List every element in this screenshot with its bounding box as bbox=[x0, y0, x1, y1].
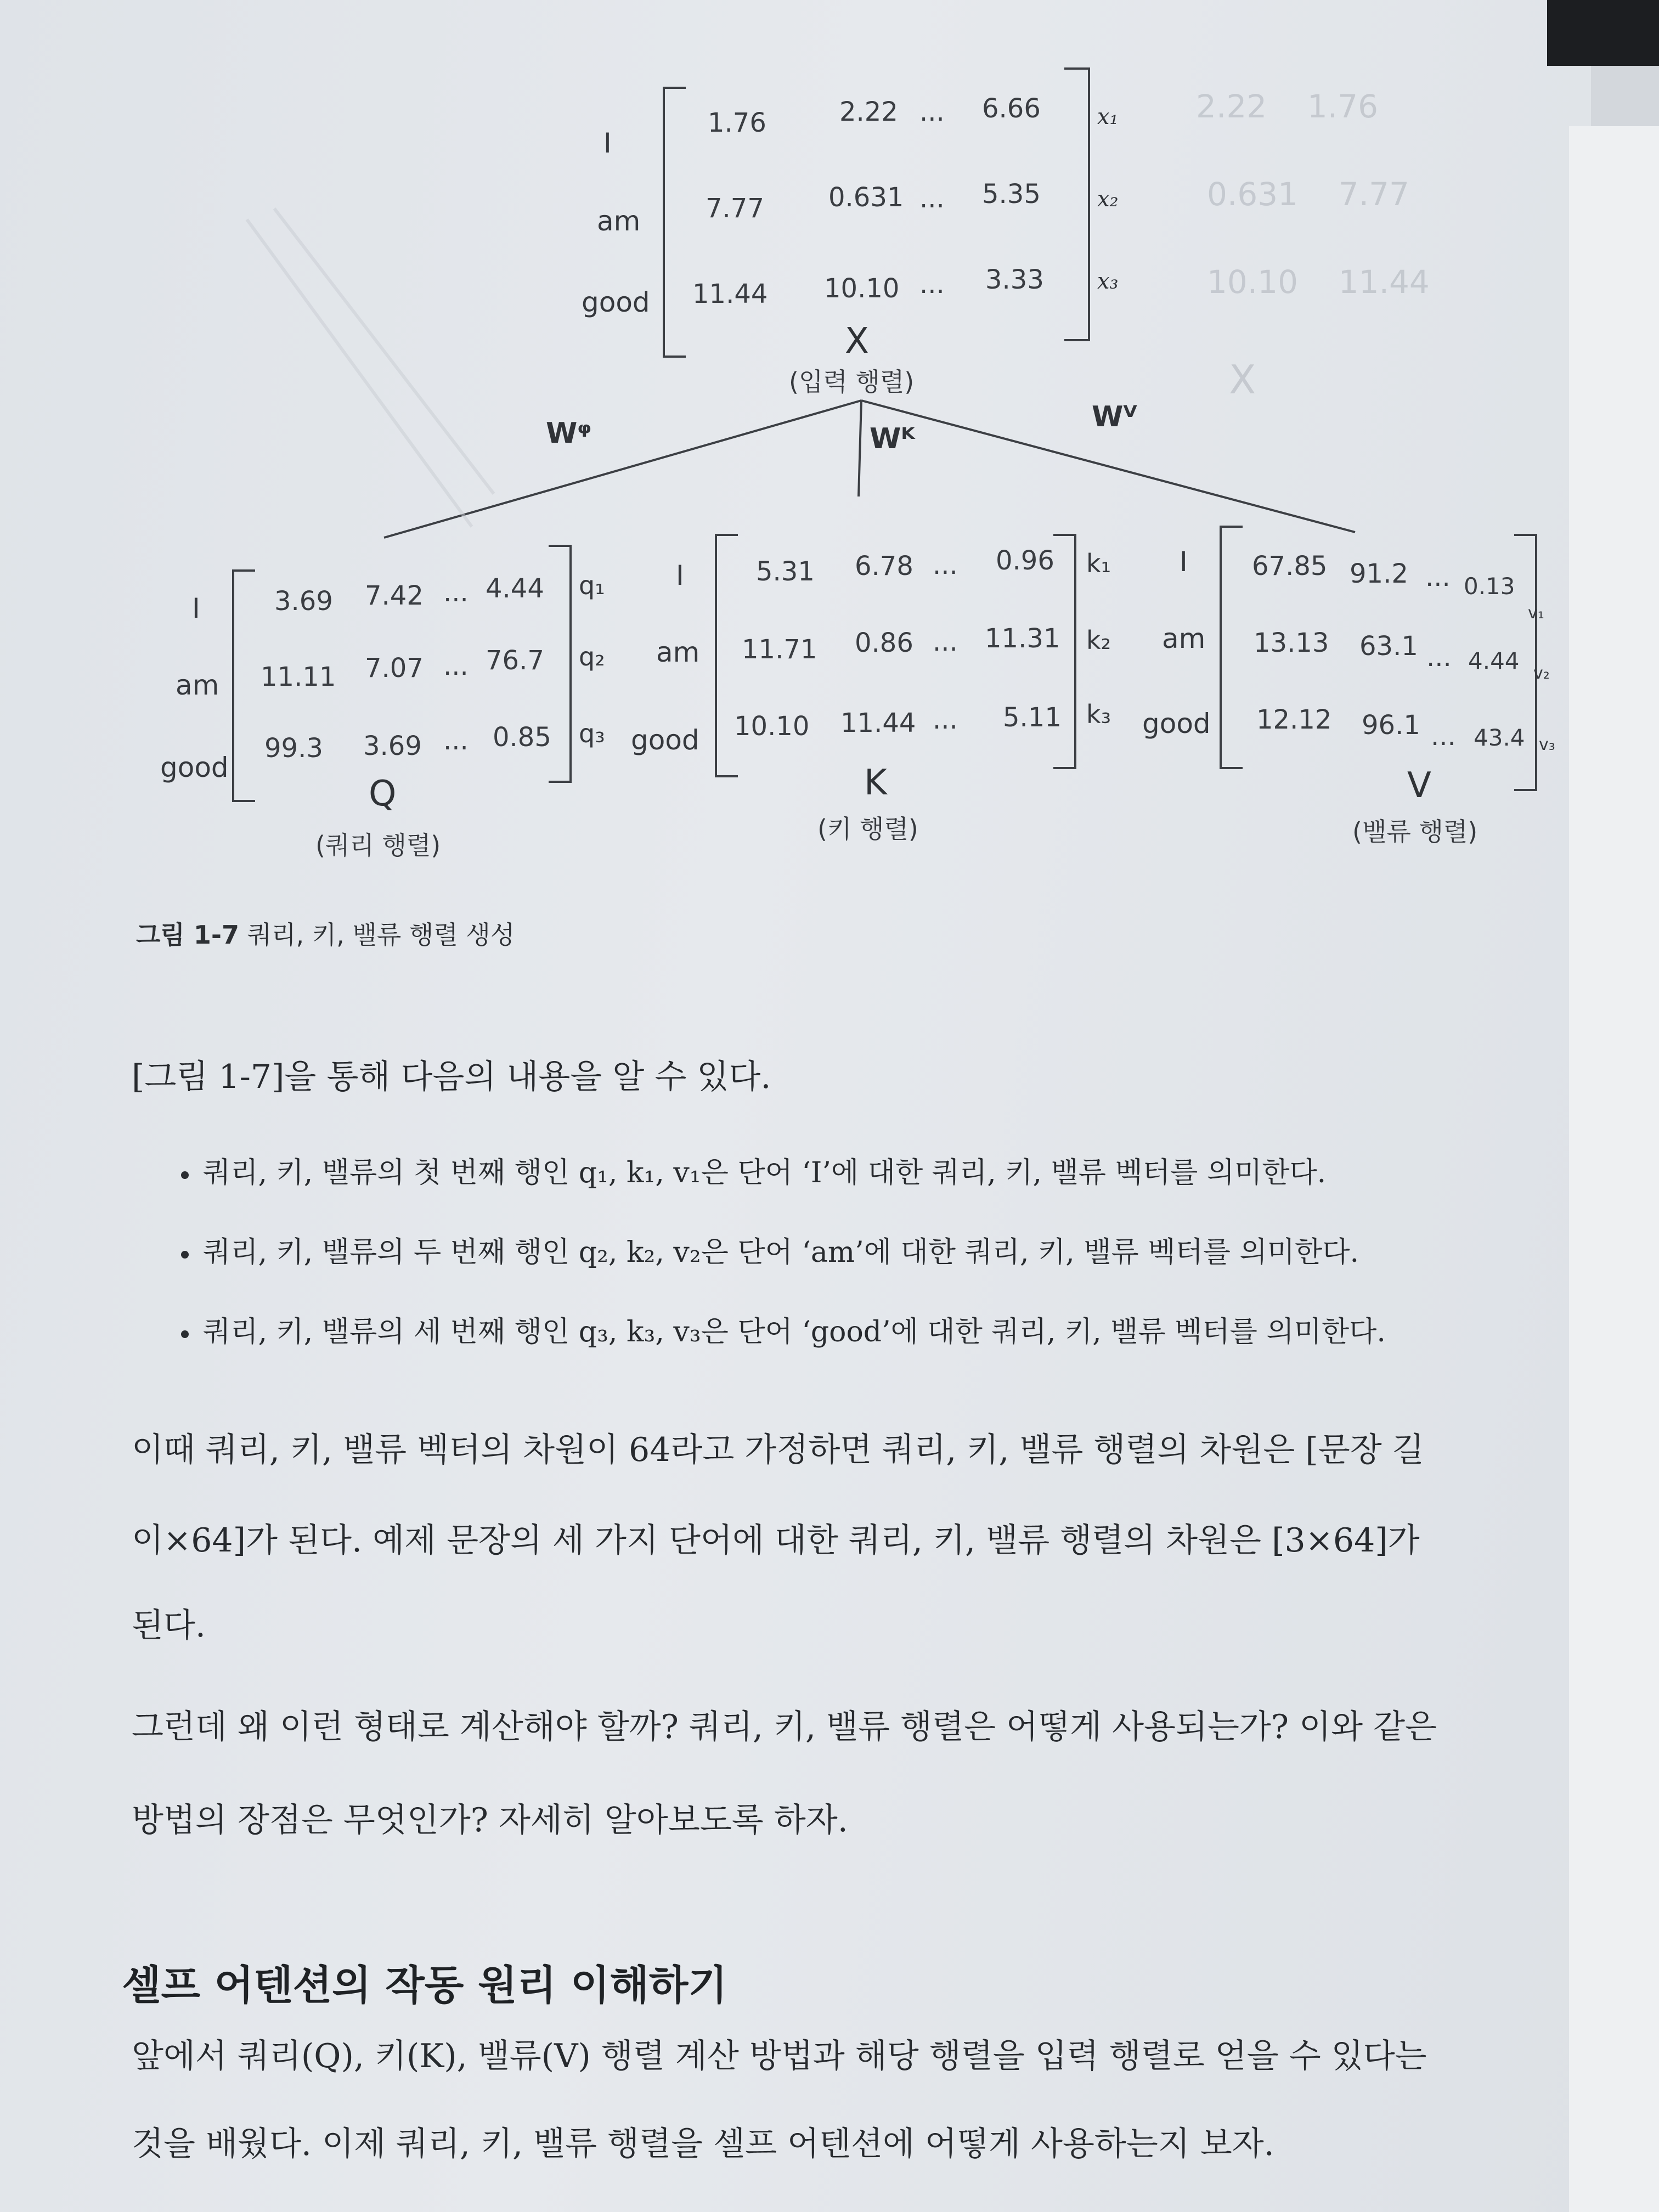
v-cell: 13.13 bbox=[1254, 628, 1329, 658]
q-row-label-3: good bbox=[160, 752, 229, 783]
k-cell: 0.96 bbox=[996, 545, 1054, 576]
v-cell: 91.2 bbox=[1350, 558, 1408, 589]
x-cell: 11.44 bbox=[692, 279, 768, 309]
x-caption: (입력 행렬) bbox=[789, 367, 915, 397]
q-left-bracket bbox=[233, 571, 255, 801]
x-row-vector-2: x₂ bbox=[1097, 187, 1119, 212]
section-heading: 셀프 어텐션의 작동 원리 이해하기 bbox=[122, 1962, 727, 2009]
v-row-label-3: good bbox=[1142, 708, 1211, 740]
k-cell: 10.10 bbox=[734, 711, 810, 742]
v-cell: 43.4 bbox=[1474, 724, 1525, 751]
k-cell: 11.31 bbox=[985, 623, 1060, 654]
k-cell: 5.11 bbox=[1003, 702, 1062, 733]
k-row-vector-3: k₃ bbox=[1086, 699, 1111, 729]
k-caption: (키 행렬) bbox=[817, 814, 918, 844]
x-cell-ellipsis: ... bbox=[919, 269, 945, 300]
next-page-edge bbox=[1569, 126, 1659, 2212]
k-cell-ellipsis: ... bbox=[933, 627, 958, 657]
x-cell: 5.35 bbox=[982, 179, 1041, 210]
k-cell: 6.78 bbox=[855, 551, 913, 582]
v-cell: 0.13 bbox=[1464, 573, 1515, 600]
bullet-text: 쿼리, 키, 밸류의 세 번째 행인 q₃, k₃, v₃은 단어 ‘good’에 대한 쿼리, 키, 밸류 벡터를 의미한다. bbox=[203, 1316, 1386, 1348]
diagram-lines bbox=[0, 0, 1591, 878]
k-row-label-2: am bbox=[656, 636, 700, 668]
x-row-vector-3: x₃ bbox=[1097, 269, 1119, 294]
q-cell: 7.07 bbox=[365, 653, 424, 684]
paragraph-1-line-2: 이×64]가 된다. 예제 문장의 세 가지 단어에 대한 쿼리, 키, 밸류 행렬의 차원은 [3×64]가 bbox=[132, 1521, 1420, 1560]
figure-caption-label: 그림 1-7 bbox=[136, 920, 239, 950]
branch-line-k bbox=[859, 400, 861, 496]
v-cell: 67.85 bbox=[1252, 551, 1328, 582]
k-row-vector-2: k₂ bbox=[1086, 625, 1111, 655]
q-symbol: Q bbox=[369, 774, 397, 814]
x-right-bracket bbox=[1064, 69, 1089, 340]
k-cell: 5.31 bbox=[756, 556, 815, 587]
k-symbol: K bbox=[864, 763, 887, 803]
q-right-bracket bbox=[549, 546, 571, 782]
q-cell: 11.11 bbox=[261, 662, 336, 692]
x-cell: 0.631 bbox=[828, 182, 904, 213]
k-row-label-3: good bbox=[631, 724, 699, 756]
bullet-item-3 bbox=[181, 1308, 1386, 1350]
paragraph-1-line-3: 된다. bbox=[132, 1606, 206, 1645]
bullet-text: 쿼리, 키, 밸류의 두 번째 행인 q₂, k₂, v₂은 단어 ‘am’에 대한 쿼리, 키, 밸류 벡터를 의미한다. bbox=[203, 1236, 1359, 1269]
figure-caption-text: 쿼리, 키, 밸류 행렬 생성 bbox=[247, 920, 515, 950]
ghost-text: 10.10 11.44 bbox=[1207, 263, 1430, 301]
branch-line-q bbox=[384, 400, 861, 538]
x-row-vector-1: x₁ bbox=[1097, 104, 1119, 129]
q-cell: 0.85 bbox=[493, 722, 551, 753]
x-cell-ellipsis: ... bbox=[919, 97, 945, 127]
paragraph-3-line-2: 것을 배웠다. 이제 쿼리, 키, 밸류 행렬을 셀프 어텐션에 어떻게 사용하는지 보자. bbox=[132, 2125, 1274, 2163]
ghost-text: 2.22 1.76 bbox=[1196, 88, 1379, 125]
v-symbol: V bbox=[1407, 765, 1431, 806]
figure-caption bbox=[136, 915, 515, 951]
bullet-item-2 bbox=[181, 1229, 1359, 1270]
v-row-vector-2: v₂ bbox=[1533, 664, 1550, 683]
v-row-label-1: I bbox=[1180, 546, 1188, 578]
q-cell-ellipsis: ... bbox=[443, 651, 469, 681]
weight-label-q: Wᵠ bbox=[546, 417, 591, 450]
q-row-vector-1: q₁ bbox=[579, 571, 605, 600]
q-cell: 7.42 bbox=[365, 580, 424, 611]
v-cell-ellipsis: ... bbox=[1425, 562, 1451, 592]
paragraph-3-line-1: 앞에서 쿼리(Q), 키(K), 밸류(V) 행렬 계산 방법과 해당 행렬을 입력 행렬로 얻을 수 있다는 bbox=[132, 2037, 1427, 2075]
v-cell-ellipsis: ... bbox=[1426, 642, 1452, 673]
v-cell: 63.1 bbox=[1359, 631, 1418, 662]
x-row-label-1: I bbox=[603, 127, 612, 159]
ghost-text: X bbox=[1229, 357, 1256, 403]
q-cell: 99.3 bbox=[264, 733, 323, 764]
v-caption: (밸류 행렬) bbox=[1352, 817, 1478, 847]
q-row-label-1: I bbox=[192, 592, 200, 624]
x-row-label-2: am bbox=[597, 205, 641, 237]
v-row-vector-3: v₃ bbox=[1539, 735, 1555, 754]
bullet-dot bbox=[181, 1171, 189, 1179]
q-cell-ellipsis: ... bbox=[443, 725, 469, 756]
q-cell: 4.44 bbox=[486, 573, 544, 604]
v-cell: 4.44 bbox=[1468, 647, 1520, 674]
x-left-bracket bbox=[664, 88, 686, 357]
v-cell-ellipsis: ... bbox=[1431, 721, 1456, 752]
paragraph-1-line-1: 이때 쿼리, 키, 밸류 벡터의 차원이 64라고 가정하면 쿼리, 키, 밸류 행렬의 차원은 [문장 길 bbox=[132, 1431, 1424, 1469]
v-row-label-2: am bbox=[1162, 623, 1206, 654]
x-cell: 3.33 bbox=[985, 264, 1044, 295]
ghost-text: 0.631 7.77 bbox=[1207, 176, 1409, 213]
k-cell-ellipsis: ... bbox=[933, 704, 958, 735]
q-caption: (쿼리 행렬) bbox=[315, 831, 441, 860]
q-row-label-2: am bbox=[176, 669, 219, 701]
paragraph-2-line-1: 그런데 왜 이런 형태로 계산해야 할까? 쿼리, 키, 밸류 행렬은 어떻게 사용되는가? 이와 같은 bbox=[132, 1708, 1437, 1746]
figure-diagram bbox=[0, 0, 1591, 878]
bullet-item-1 bbox=[181, 1149, 1326, 1190]
v-left-bracket bbox=[1221, 527, 1243, 768]
paragraph-2-line-2: 방법의 장점은 무엇인가? 자세히 알아보도록 하자. bbox=[132, 1801, 848, 1839]
x-cell: 7.77 bbox=[706, 193, 764, 224]
k-row-vector-1: k₁ bbox=[1086, 549, 1111, 578]
k-row-label-1: I bbox=[676, 560, 684, 591]
v-row-vector-1: v₁ bbox=[1528, 603, 1544, 623]
k-cell: 11.71 bbox=[742, 634, 817, 665]
bullet-dot bbox=[181, 1251, 189, 1259]
x-cell: 2.22 bbox=[839, 97, 898, 127]
k-cell: 0.86 bbox=[855, 628, 913, 658]
bullet-dot bbox=[181, 1330, 189, 1338]
q-row-vector-2: q₂ bbox=[579, 642, 605, 672]
q-row-vector-3: q₃ bbox=[579, 719, 605, 748]
weight-label-k: Wᴷ bbox=[870, 422, 915, 455]
x-cell: 6.66 bbox=[982, 93, 1041, 124]
background-corner bbox=[1547, 0, 1659, 66]
q-cell: 3.69 bbox=[363, 731, 422, 761]
q-cell-ellipsis: ... bbox=[443, 577, 469, 608]
bullet-text: 쿼리, 키, 밸류의 첫 번째 행인 q₁, k₁, v₁은 단어 ‘I’에 대한 쿼리, 키, 밸류 벡터를 의미한다. bbox=[203, 1156, 1327, 1189]
weight-label-v: Wⱽ bbox=[1092, 400, 1137, 433]
q-cell: 76.7 bbox=[486, 645, 544, 676]
intro-paragraph: [그림 1-7]을 통해 다음의 내용을 알 수 있다. bbox=[132, 1058, 771, 1096]
x-cell: 10.10 bbox=[824, 273, 900, 304]
x-row-label-3: good bbox=[582, 286, 650, 318]
x-cell: 1.76 bbox=[708, 108, 766, 138]
v-cell: 96.1 bbox=[1362, 710, 1420, 741]
v-cell: 12.12 bbox=[1256, 704, 1332, 735]
k-cell-ellipsis: ... bbox=[933, 550, 958, 580]
x-symbol: X bbox=[845, 321, 869, 362]
k-cell: 11.44 bbox=[840, 708, 916, 738]
q-cell: 3.69 bbox=[274, 586, 333, 617]
x-cell-ellipsis: ... bbox=[919, 183, 945, 214]
